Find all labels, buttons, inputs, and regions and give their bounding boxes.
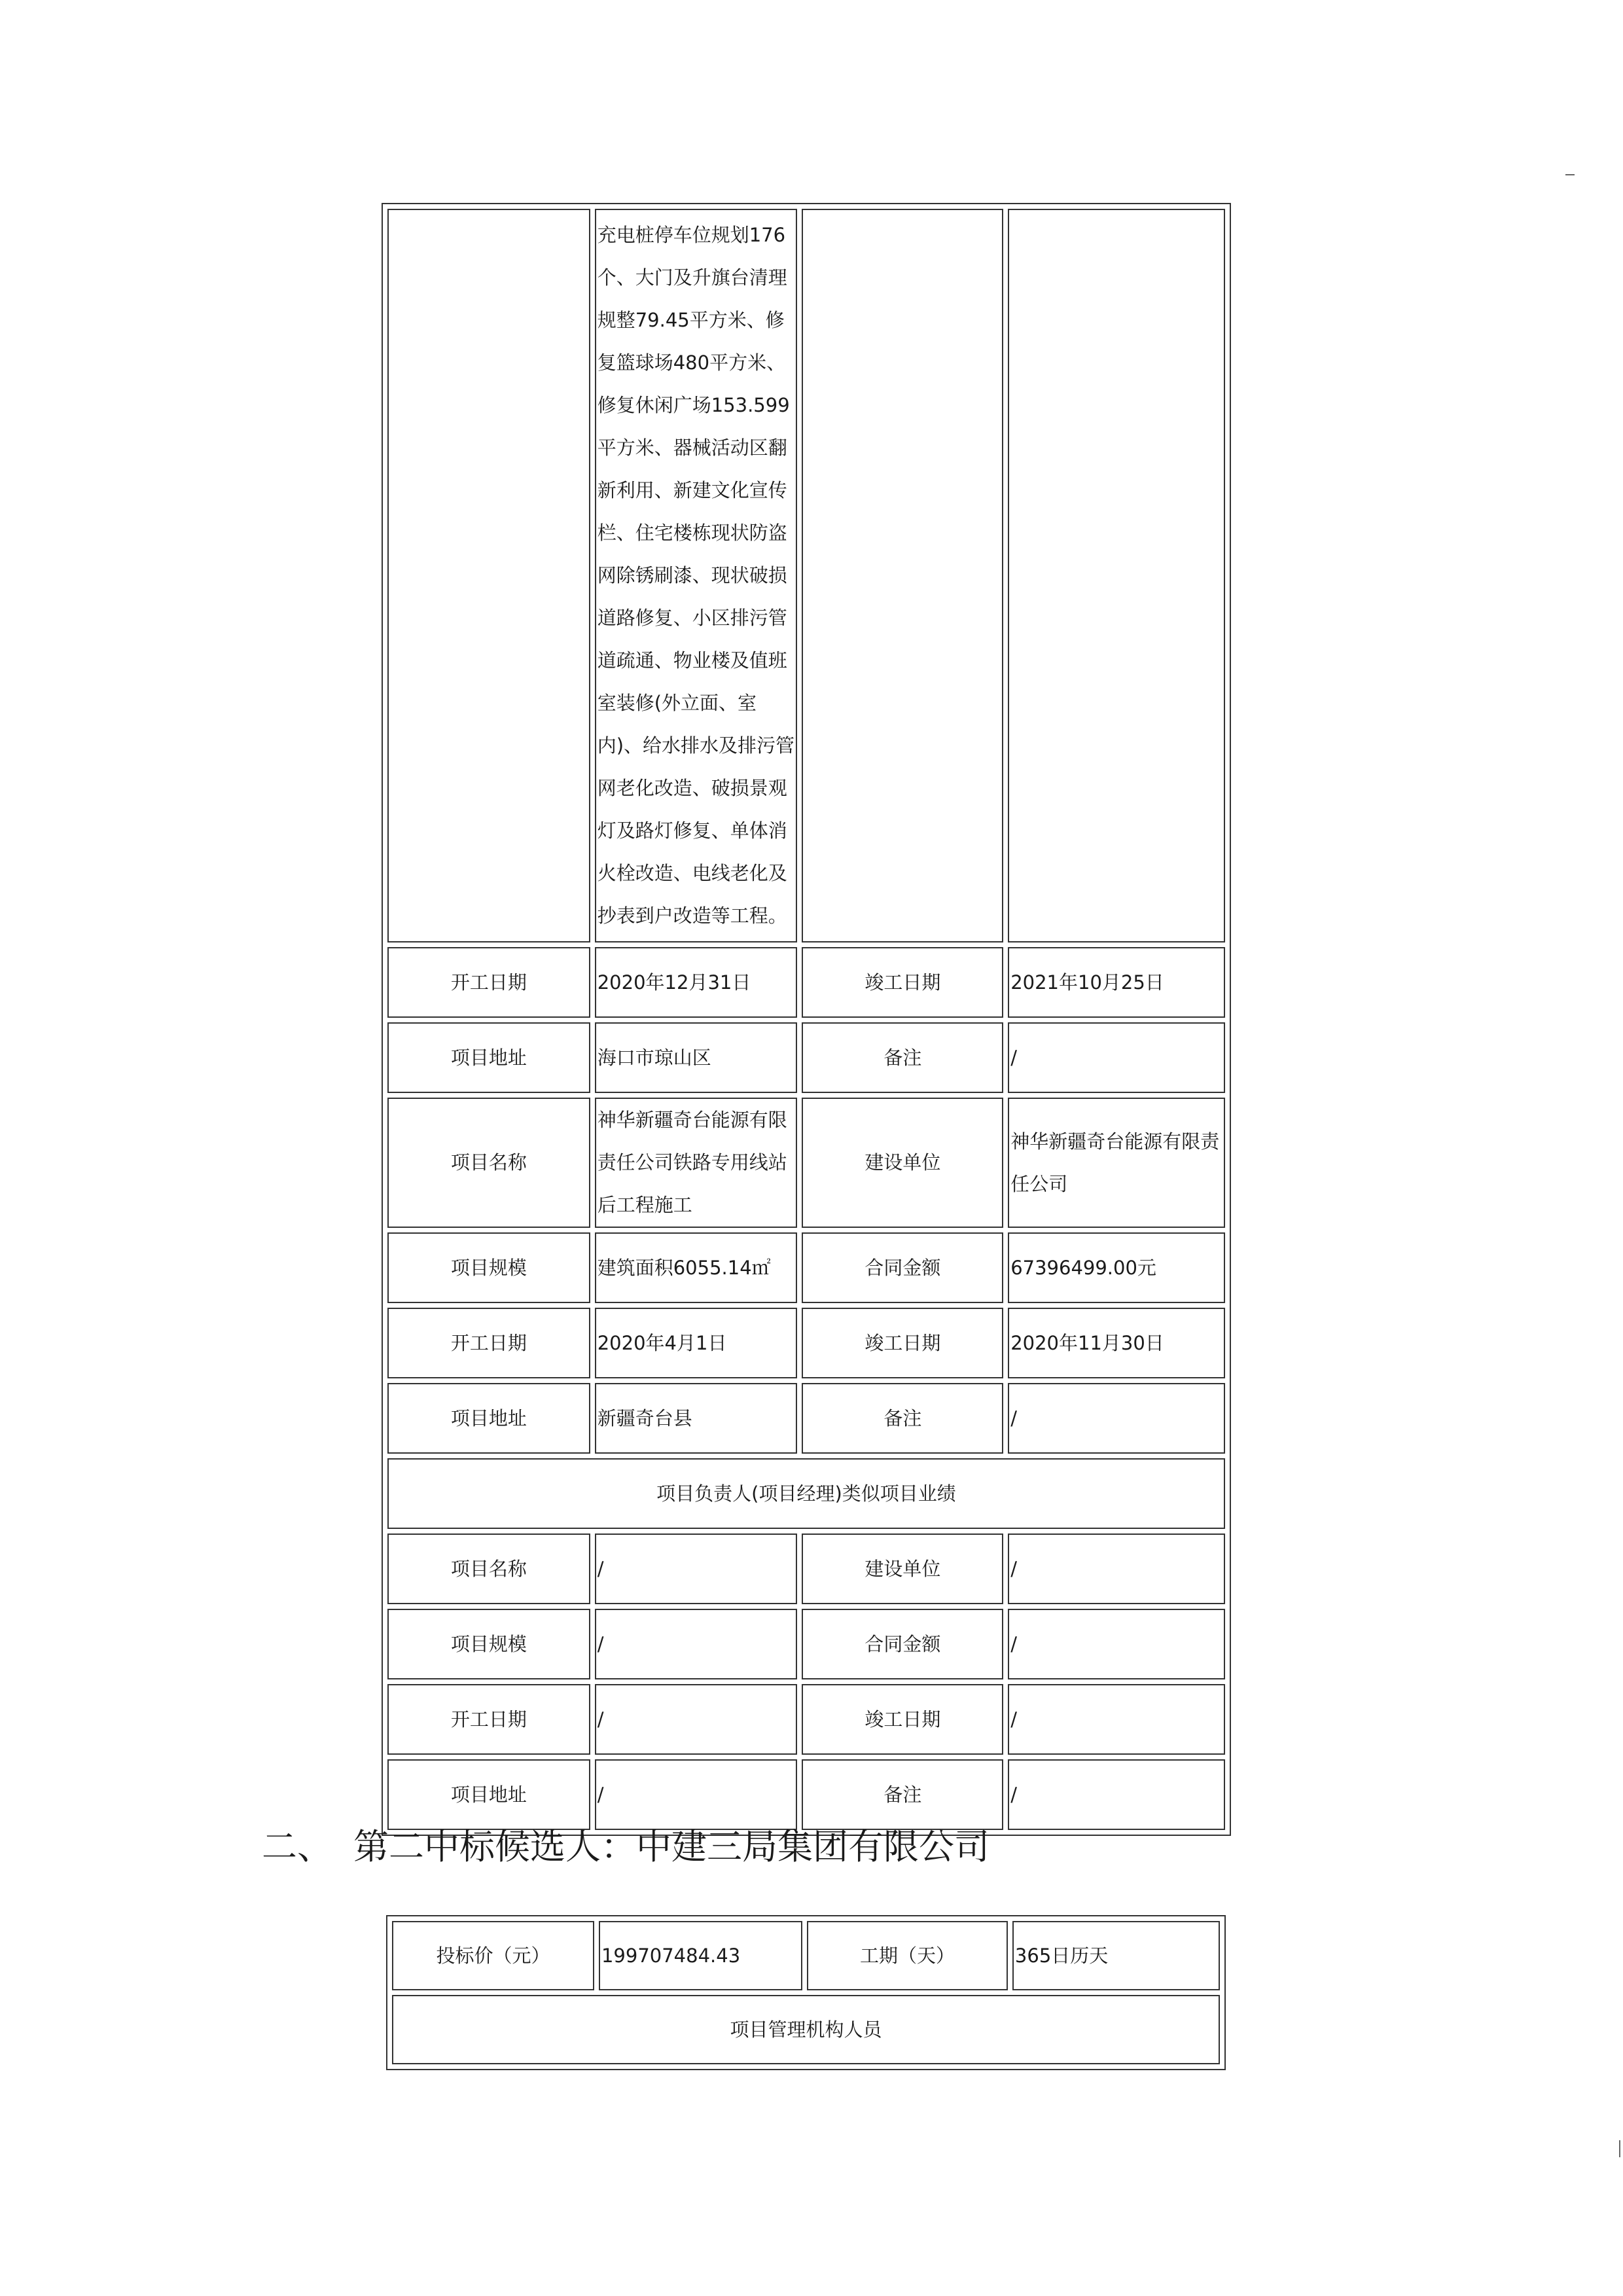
completion-date-value: / xyxy=(1008,1684,1225,1755)
table-row xyxy=(387,1684,1225,1755)
start-date-value: / xyxy=(595,1684,798,1755)
table-row xyxy=(387,1022,1225,1093)
contract-amount-label: 合同金额 xyxy=(802,1232,1003,1303)
duration-label: 工期（天） xyxy=(807,1921,1008,1990)
client-label: 建设单位 xyxy=(802,1098,1003,1228)
project-address-value: 新疆奇台县 xyxy=(595,1383,798,1454)
duration-value: 365日历天 xyxy=(1012,1921,1220,1990)
remarks-label: 备注 xyxy=(802,1383,1003,1454)
contract-amount-value: / xyxy=(1008,1609,1225,1679)
completion-date-value: 2021年10月25日 xyxy=(1008,947,1225,1018)
remarks-label: 备注 xyxy=(802,1759,1003,1830)
table-row xyxy=(387,209,1225,942)
project-scale-value: / xyxy=(595,1609,798,1679)
scan-mark xyxy=(1565,174,1575,175)
table-row xyxy=(387,1383,1225,1454)
table-row xyxy=(392,1995,1220,2064)
table-row xyxy=(387,1458,1225,1529)
project-scale-value: 建筑面积6055.14㎡ xyxy=(595,1232,798,1303)
project-name-value: / xyxy=(595,1534,798,1604)
table-row xyxy=(387,1609,1225,1679)
candidate-heading xyxy=(262,1821,990,1873)
project-scale-label: 项目规模 xyxy=(387,1232,590,1303)
bid-price-label: 投标价（元） xyxy=(392,1921,594,1990)
project-address-label: 项目地址 xyxy=(387,1383,590,1454)
project-name-label: 项目名称 xyxy=(387,1534,590,1604)
contract-amount-value: 67396499.00元 xyxy=(1008,1232,1225,1303)
project-scope-cell xyxy=(595,209,798,942)
completion-date-label: 竣工日期 xyxy=(802,1308,1003,1378)
project-address-label: 项目地址 xyxy=(387,1022,590,1093)
performance-table xyxy=(382,203,1231,1836)
project-name-value: 神华新疆奇台能源有限责任公司铁路专用线站后工程施工 xyxy=(595,1098,798,1228)
client-value: / xyxy=(1008,1534,1225,1604)
candidate-table xyxy=(386,1915,1226,2070)
table-row xyxy=(387,1232,1225,1303)
project-scale-label: 项目规模 xyxy=(387,1609,590,1679)
table-row xyxy=(387,947,1225,1018)
candidate-number: 二、 xyxy=(262,1826,332,1867)
completion-date-label: 竣工日期 xyxy=(802,1684,1003,1755)
empty-cell xyxy=(802,209,1003,942)
project-scope-text: 充电桩停车位规划176个、大门及升旗台清理规整79.45平方米、修复篮球场480平方米、修复休闲广场153.599平方米、器械活动区翻新利用、新建文化宣传栏、住宅楼栋现状防盗网除锈刷漆、现状破损道路修复、小区排污管道疏通、物业楼及值班室装修(外立面、室内)、给水排水及排污管网老化改造、破损景观灯及路灯修复、单体消火栓改造、电线老化及抄表到户改造等工程。 xyxy=(597,224,795,927)
completion-date-label: 竣工日期 xyxy=(802,947,1003,1018)
contract-amount-label: 合同金额 xyxy=(802,1609,1003,1679)
completion-date-value: 2020年11月30日 xyxy=(1008,1308,1225,1378)
project-name-label: 项目名称 xyxy=(387,1098,590,1228)
project-address-value: / xyxy=(595,1759,798,1830)
candidate-title: 第二中标候选人：中建三局集团有限公司 xyxy=(353,1826,990,1867)
table-row xyxy=(387,1098,1225,1228)
bid-price-value: 199707484.43 xyxy=(599,1921,802,1990)
project-address-label: 项目地址 xyxy=(387,1759,590,1830)
scan-mark xyxy=(1619,2140,1620,2157)
start-date-label: 开工日期 xyxy=(387,1684,590,1755)
table-row xyxy=(392,1921,1220,1990)
table-row xyxy=(387,1534,1225,1604)
table-row xyxy=(387,1308,1225,1378)
remarks-value: / xyxy=(1008,1022,1225,1093)
start-date-label: 开工日期 xyxy=(387,947,590,1018)
project-address-value: 海口市琼山区 xyxy=(595,1022,798,1093)
start-date-value: 2020年12月31日 xyxy=(595,947,798,1018)
start-date-label: 开工日期 xyxy=(387,1308,590,1378)
empty-cell xyxy=(387,209,590,942)
remarks-label: 备注 xyxy=(802,1022,1003,1093)
management-staff-header: 项目管理机构人员 xyxy=(392,1995,1220,2064)
remarks-value: / xyxy=(1008,1759,1225,1830)
table-row xyxy=(387,1759,1225,1830)
empty-cell xyxy=(1008,209,1225,942)
client-value: 神华新疆奇台能源有限责任公司 xyxy=(1008,1098,1225,1228)
manager-performance-header: 项目负责人(项目经理)类似项目业绩 xyxy=(387,1458,1225,1529)
remarks-value: / xyxy=(1008,1383,1225,1454)
start-date-value: 2020年4月1日 xyxy=(595,1308,798,1378)
client-label: 建设单位 xyxy=(802,1534,1003,1604)
